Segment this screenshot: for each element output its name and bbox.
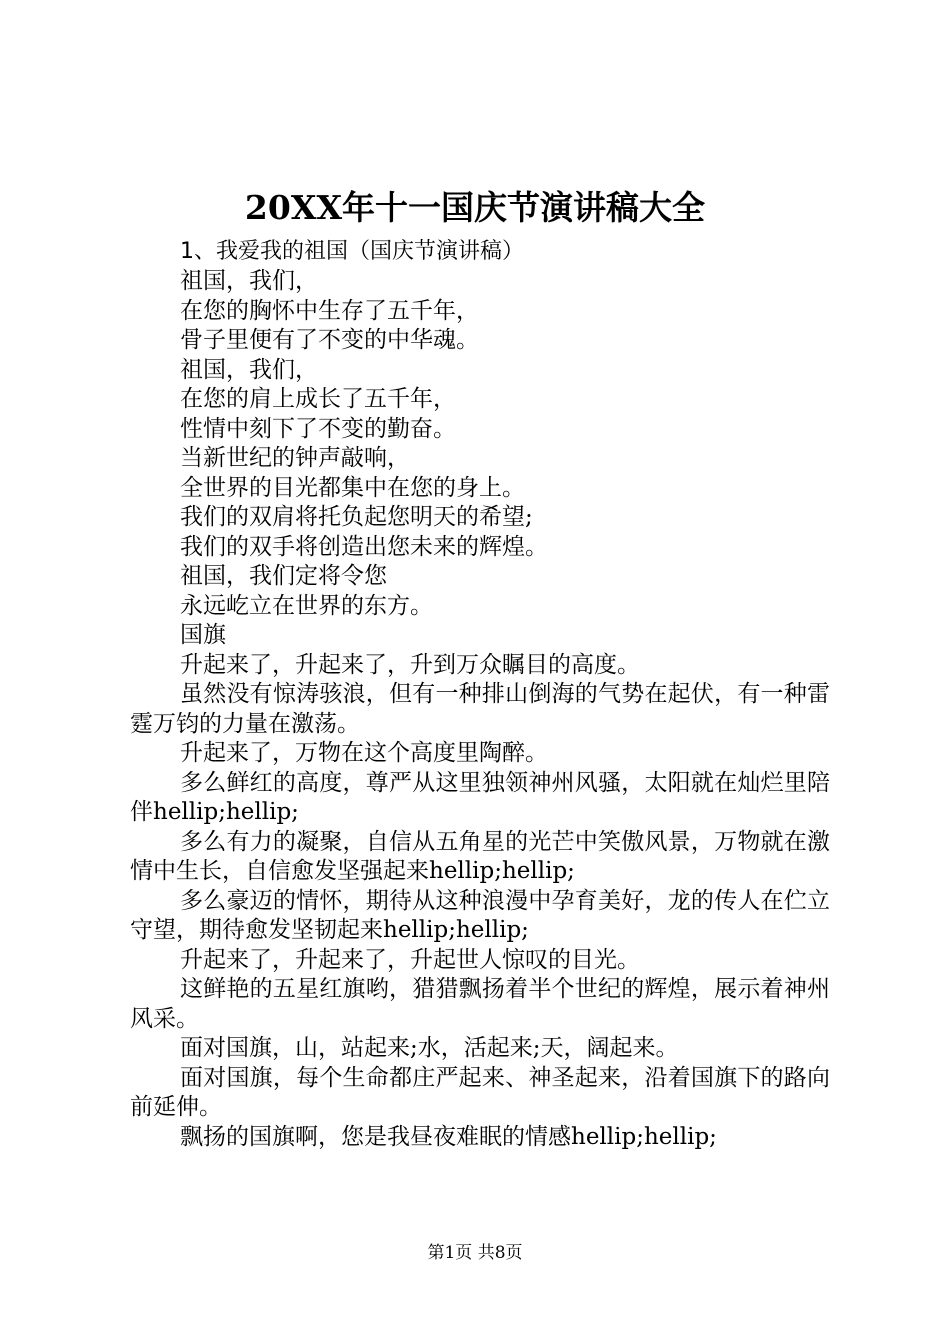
page-number: 第1页 共8页 <box>427 1243 523 1263</box>
paragraph: 多么鲜红的高度，尊严从这里独领神州风骚，太阳就在灿烂里陪伴hellip;hellip; <box>130 769 830 825</box>
document-body <box>130 267 830 1152</box>
page-footer <box>0 1241 950 1265</box>
paragraph: 多么有力的凝聚，自信从五角星的光芒中笑傲风景，万物就在激情中生长，自信愈发坚强起来hellip;hellip; <box>130 828 830 884</box>
paragraph: 面对国旗，山，站起来;水，活起来;天，阔起来。 <box>180 1035 679 1061</box>
paragraph: 飘扬的国旗啊，您是我昼夜难眠的情感hellip;hellip; <box>180 1123 717 1150</box>
paragraph: 性情中刻下了不变的勤奋。 <box>180 415 456 442</box>
paragraph: 国旗 <box>180 622 226 648</box>
paragraph: 面对国旗，每个生命都庄严起来、神圣起来，沿着国旗下的路向前延伸。 <box>130 1064 830 1120</box>
paragraph: 虽然没有惊涛骇浪，但有一种排山倒海的气势在起伏，有一种雷霆万钧的力量在激荡。 <box>130 681 830 737</box>
paragraph: 我们的双手将创造出您未来的辉煌。 <box>180 533 548 560</box>
paragraph: 全世界的目光都集中在您的身上。 <box>180 474 525 501</box>
document-title: 20XX年十一国庆节演讲稿大全 <box>244 188 706 227</box>
paragraph: 升起来了，万物在这个高度里陶醉。 <box>180 740 548 766</box>
paragraph: 我们的双肩将托负起您明天的希望; <box>180 504 533 530</box>
paragraph: 在您的肩上成长了五千年， <box>180 386 456 412</box>
paragraph: 当新世纪的钟声敲响， <box>180 445 410 471</box>
paragraph: 升起来了，升起来了，升到万众瞩目的高度。 <box>180 651 640 678</box>
paragraph: 多么豪迈的情怀，期待从这种浪漫中孕育美好，龙的传人在伫立守望，期待愈发坚韧起来hellip;hellip; <box>130 887 830 943</box>
paragraph: 祖国，我们， <box>180 268 318 294</box>
paragraph: 升起来了，升起来了，升起世人惊叹的目光。 <box>180 946 640 973</box>
paragraph: 在您的胸怀中生存了五千年， <box>180 297 479 324</box>
paragraph: 永远屹立在世界的东方。 <box>180 592 433 619</box>
paragraph: 骨子里便有了不变的中华魂。 <box>180 327 479 353</box>
section-heading: 1、我爱我的祖国（国庆节演讲稿） <box>180 239 524 264</box>
paragraph: 祖国，我们定将令您 <box>180 563 387 589</box>
paragraph: 这鲜艳的五星红旗哟，猎猎飘扬着半个世纪的辉煌，展示着神州风采。 <box>130 976 830 1032</box>
paragraph: 祖国，我们， <box>180 356 318 383</box>
